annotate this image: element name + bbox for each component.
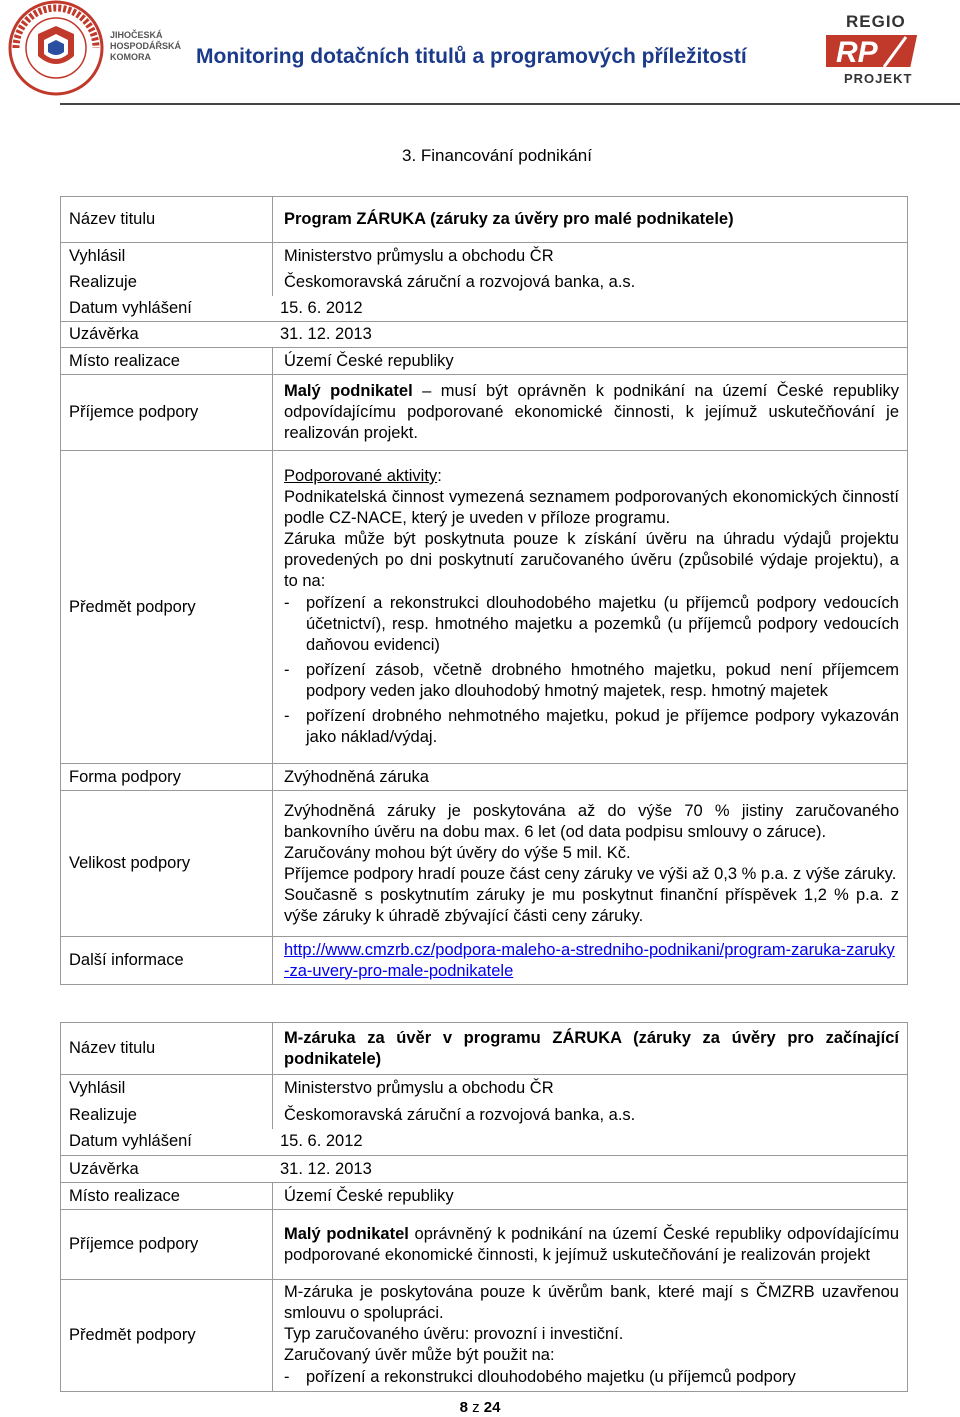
value-size [273,791,908,937]
value-implements: Českomoravská záruční a rozvojová banka, a.s. [273,1102,908,1129]
grant-table-2 [60,1022,908,1392]
label-date-announced: Datum vyhlášení [69,1132,192,1151]
deadline-row [61,1156,908,1183]
value-announced-by: Ministerstvo průmyslu a obchodu ČR [273,1075,908,1102]
more-info-link[interactable]: http://www.cmzrb.cz/podpora-maleho-a-stredniho-podnikani/program-zaruka-zaruky-za-uvery-pro-male-podnikatele [284,940,895,980]
subject-p1: M-záruka je poskytována pouze k úvěrům bank, které mají s ČMZRB uzavřenou smlouvu o spolupráci. [284,1283,899,1322]
label-size: Velikost podpory [61,791,273,937]
deadline-row [61,322,908,348]
value-implements: Českomoravská záruční a rozvojová banka, a.s. [273,270,908,296]
label-recipient: Příjemce podpory [61,375,273,451]
subject-p3: Zaručovaný úvěr může být použit na: [284,1346,555,1364]
date-announced-row [61,1129,908,1156]
subject-p2: Záruka může být poskytnuta pouze k získání úvěru na úhradu výdajů projektu provedených po dni poskytnutí zaručovaného úvěru (způsobilé výdaje projektu), a to na: [284,530,899,590]
value-title: M-záruka za úvěr v programu ZÁRUKA (záruky za úvěry pro začínající podnikatele) [273,1023,908,1075]
label-title: Název titulu [61,197,273,243]
list-item: - pořízení a rekonstrukci dlouhodobého majetku (u příjemců podpory [284,1368,796,1386]
subject-heading: Podporované aktivity [284,467,438,485]
list-item: - pořízení a rekonstrukci dlouhodobého majetku (u příjemců podpory vedoucích účetnictví), resp. hmotného majetku a pozemků (u příjemců podpory vedoucích daňovou evidenci) [284,594,899,654]
value-recipient [273,375,908,451]
subject-p1: Podnikatelská činnost vymezená seznamem podporovaných ekonomických činností podle CZ-NACE, který je uveden v příloze programu. [284,488,899,527]
label-subject: Předmět podpory [61,451,273,764]
value-announced-by: Ministerstvo průmyslu a obchodu ČR [273,243,908,270]
label-form: Forma podpory [61,764,273,791]
value-more [273,937,908,985]
subject-p2: Typ zaručovaného úvěru: provozní i investiční. [284,1325,624,1343]
svg-text:RP: RP [836,36,878,69]
recipient-rest: – musí být oprávněn k podnikání na území České republiky odpovídajícímu podporované ekonomické činnosti, k jejímuž uskutečňování je realizován projekt. [284,382,900,442]
section-heading: 3. Financování podnikání [402,146,592,165]
value-place: Území České republiky [273,1183,908,1210]
label-place: Místo realizace [61,348,273,375]
value-title: Program ZÁRUKA (záruky za úvěry pro malé podnikatele) [273,197,908,243]
page-header [0,0,960,108]
rp-mark-icon [826,31,918,71]
value-deadline: 31. 12. 2013 [280,1159,372,1178]
label-implements: Realizuje [61,270,273,296]
page-number [0,1399,960,1416]
label-deadline: Uzávěrka [69,1159,139,1178]
value-subject [273,1280,908,1392]
value-form: Zvýhodněná záruka [273,764,908,791]
value-date-announced: 15. 6. 2012 [280,298,363,317]
size-p2: Zaručovány mohou být úvěry do výše 5 mil. Kč. [284,843,631,862]
label-place: Místo realizace [61,1183,273,1210]
value-place: Území České republiky [273,348,908,375]
grant-table-1 [60,196,908,985]
list-item: - pořízení zásob, včetně drobného hmotného majetku, pokud není příjemcem podpory veden jako dlouhodobý hmotný majetek, resp. hmotný majetek [284,661,899,700]
header-title: Monitoring dotačních titulů a programových příležitostí [196,45,747,68]
value-recipient [273,1210,908,1280]
subject-heading-colon: : [437,467,442,485]
list-item: - pořízení drobného nehmotného majetku, pokud je příjemce podpory vykazován jako náklad/výdaj. [284,707,899,746]
size-p3: Příjemce podpory hradí pouze část ceny záruky ve výši až 0,3 % p.a. z výše záruky. [284,864,897,883]
label-recipient: Příjemce podpory [61,1210,273,1280]
current-page: 8 [459,1399,468,1416]
label-implements: Realizuje [61,1102,273,1129]
label-more: Další informace [61,937,273,985]
label-date-announced: Datum vyhlášení [69,298,192,317]
label-announced-by: Vyhlásil [61,1075,273,1102]
header-divider [60,103,960,105]
size-p1: Zvýhodněná záruky je poskytována až do výše 70 % jistiny zaručovaného bankovního úvěru na dobu max. 6 let (od data podpisu smlouvy o záruce). [284,801,899,841]
recipient-bold: Malý podnikatel [284,1224,409,1243]
chamber-logo-text: JIHOČESKÁ HOSPODÁŘSKÁ KOMORA [110,30,182,62]
label-announced-by: Vyhlásil [61,243,273,270]
value-deadline: 31. 12. 2013 [280,325,372,343]
label-subject: Předmět podpory [61,1280,273,1392]
date-announced-row [61,296,908,322]
regio-projekt-logo: REGIO RP PROJEKT [826,12,918,88]
page-separator: z [467,1399,484,1416]
size-p4: Současně s poskytnutím záruky je mu poskytnut finanční příspěvek 1,2 % p.a. z výše záruky k úhradě zbývající části ceny záruky. [284,885,899,925]
value-subject [273,451,908,764]
total-pages: 24 [483,1399,501,1416]
recipient-rest: oprávněný k podnikání na území České republiky odpovídajícímu podporované ekonomické činnosti, k jejímuž uskutečňování je realizován projekt [284,1224,899,1264]
label-title: Název titulu [61,1023,273,1075]
label-deadline: Uzávěrka [69,325,139,343]
chamber-seal-logo [8,0,104,96]
recipient-bold: Malý podnikatel [284,382,413,400]
value-date-announced: 15. 6. 2012 [280,1132,363,1151]
